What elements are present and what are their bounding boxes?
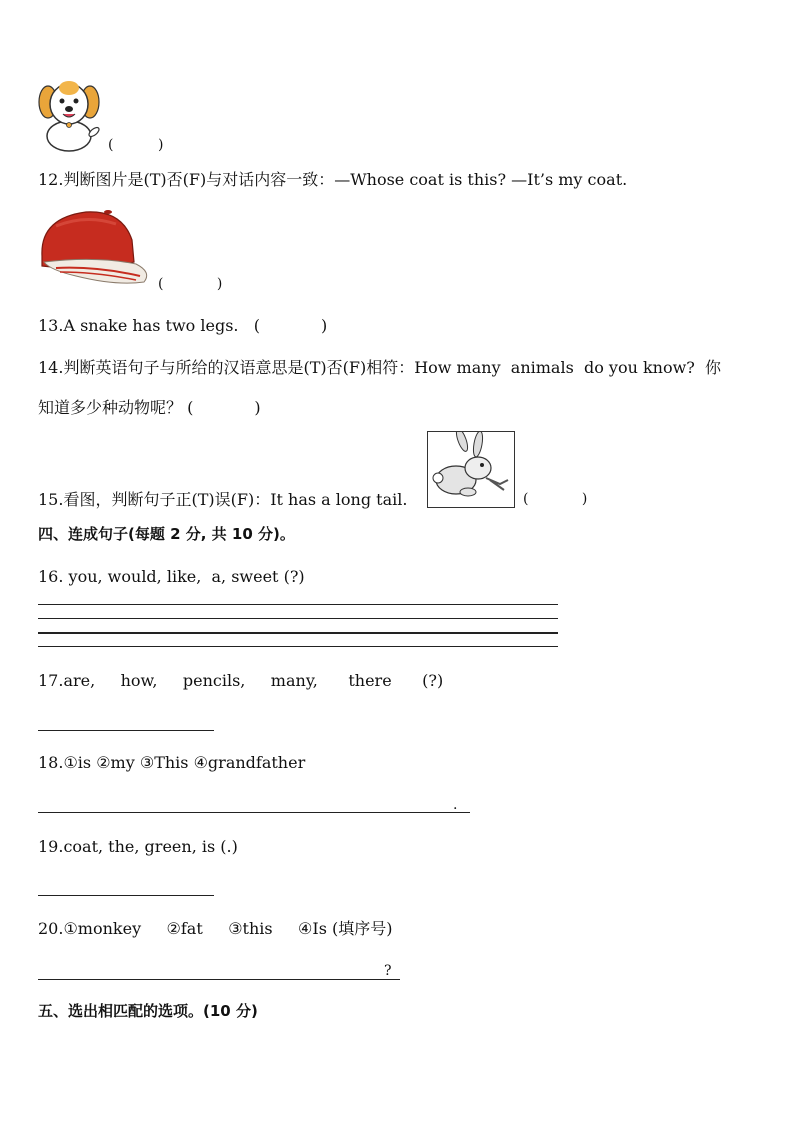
question-13: 13.A snake has two legs. ( ) (38, 316, 328, 335)
q16-answer-line-4[interactable] (38, 646, 558, 647)
q20-answer-line[interactable] (38, 979, 400, 980)
question-12: 12.判断图片是(T)否(F)与对话内容一致：—Whose coat is this? —It’s my coat. (38, 170, 628, 189)
q18-end-mark: . (453, 797, 458, 813)
question-18: 18.①is ②my ③This ④grandfather (38, 753, 306, 772)
section-4-title: 四、连成句子(每题 2 分, 共 10 分)。 (38, 525, 295, 543)
q16-answer-line-1[interactable] (38, 604, 558, 605)
question-14-line1: 14.判断英语句子与所给的汉语意思是(T)否(F)相符：How many animals do you know? 你 (38, 358, 722, 377)
q18-answer-line[interactable] (38, 812, 470, 813)
question-17: 17.are, how, pencils, many, there (?) (38, 671, 444, 690)
question-20: 20.①monkey ②fat ③this ④Is (填序号) (38, 919, 393, 938)
question-15: 15.看图，判断句子正(T)误(F)：It has a long tail. (38, 490, 408, 509)
rabbit-picture (428, 432, 514, 507)
question-14-line2: 知道多少种动物呢？ ( ) (38, 398, 261, 417)
q12-answer-paren[interactable]: ( ) (158, 276, 223, 292)
red-cap-picture (36, 206, 152, 288)
dog-picture (36, 76, 102, 152)
q17-answer-line[interactable] (38, 730, 214, 731)
q16-answer-line-2[interactable] (38, 618, 558, 619)
question-16: 16. you, would, like, a, sweet (?) (38, 567, 305, 586)
q15-answer-paren[interactable]: ( ) (523, 491, 588, 507)
question-19: 19.coat, the, green, is (.) (38, 837, 238, 856)
section-5-title: 五、选出相匹配的选项。(10 分) (38, 1002, 258, 1020)
q11-answer-paren[interactable]: ( ) (108, 137, 164, 153)
q16-answer-line-3[interactable] (38, 632, 558, 634)
q19-answer-line[interactable] (38, 895, 214, 896)
q20-end-mark: ? (384, 963, 392, 979)
rabbit-picture-frame (427, 431, 515, 508)
